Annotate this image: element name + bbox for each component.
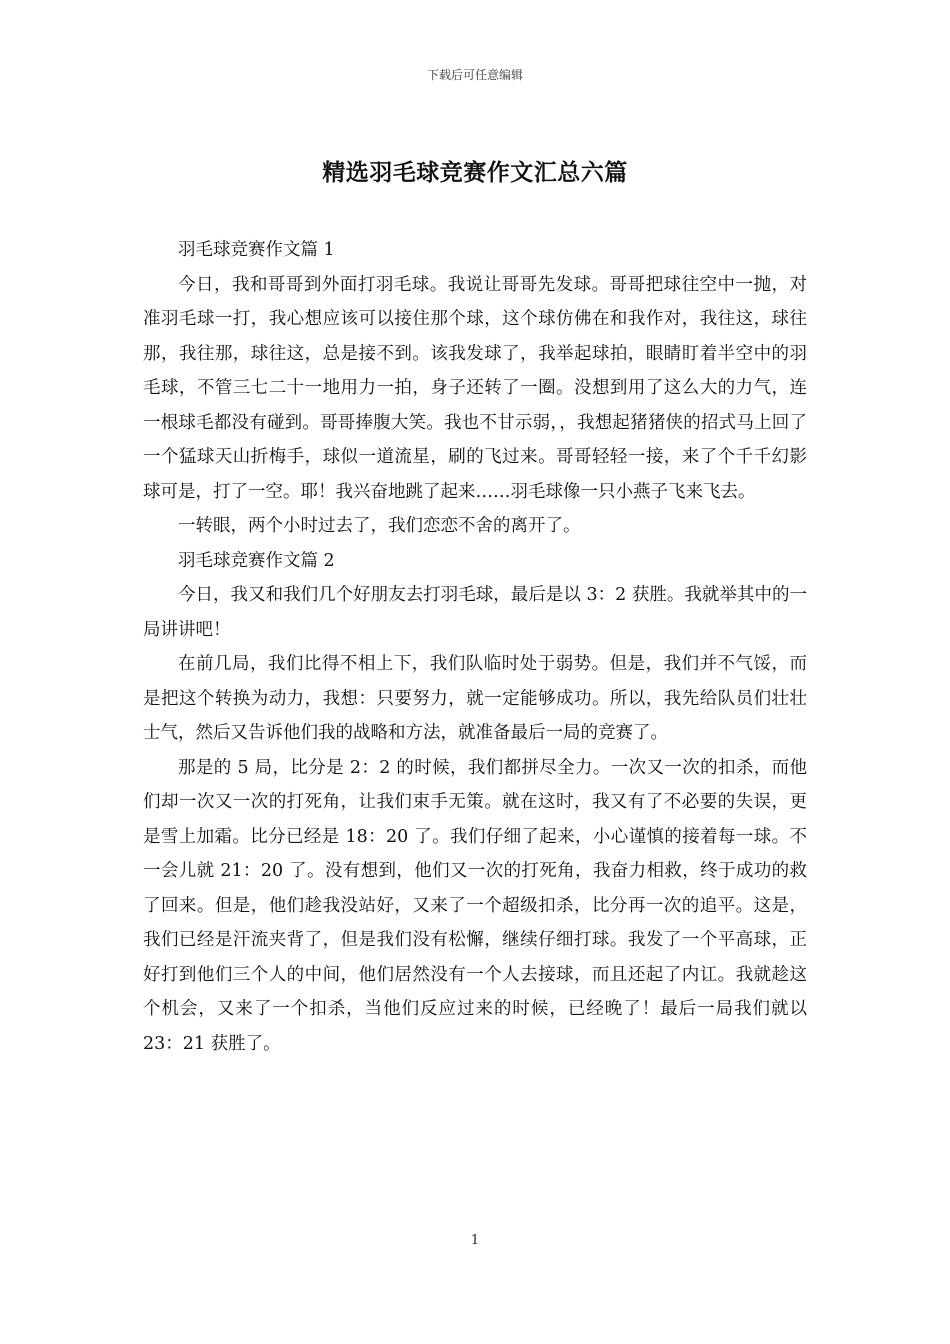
section-heading: 羽毛球竞赛作文篇 2 [178, 550, 335, 571]
paragraph: 今日，我和哥哥到外面打羽毛球。我说让哥哥先发球。哥哥把球往空中一抛，对准羽毛球一打，我心想应该可以接住那个球，这个球仿佛在和我作对，我往这，球往那，我往那，球往这，总是接不到。该我发球了，我举起球拍，眼睛盯着半空中的羽毛球，不管三七二十一地用力一拍，身子还转了一圈。没想到用了这么大的力气，连一根球毛都没有碰到。哥哥捧腹大笑。我也不甘示弱，，我想起猪猪侠的招式马上回了一个猛球天山折梅手，球似一道流星，刷的飞过来。哥哥轻轻一接，来了个千千幻影球可是，打了一空。耶！我兴奋地跳了起来……羽毛球像一只小燕子飞来飞去。 [143, 274, 807, 502]
section-heading: 羽毛球竞赛作文篇 1 [178, 240, 335, 260]
document-title: 精选羽毛球竞赛作文汇总六篇 [322, 159, 628, 186]
paragraph: 在前几局，我们比得不相上下，我们队临时处于弱势。但是，我们并不气馁，而是把这个转换为动力，我想：只要努力，就一定能够成功。所以，我先给队员们壮壮士气，然后又告诉他们我的战略和方法，就准备最后一局的竞赛了。 [143, 654, 807, 743]
paragraph: 一转眼，两个小时过去了，我们恋恋不舍的离开了。 [178, 516, 581, 536]
page-number: 1 [470, 1233, 480, 1248]
paragraph: 今日，我又和我们几个好朋友去打羽毛球，最后是以 3：2 获胜。我就举其中的一局讲讲吧！ [143, 585, 807, 640]
paragraph: 那是的 5 局，比分是 2：2 的时候，我们都拼尽全力。一次又一次的扣杀，而他们却一次又一次的打死角，让我们束手无策。就在这时，我又有了不必要的失误，更是雪上加霜。比分已经是 18：20 了。我们仔细了起来，小心谨慎的接着每一球。不一会儿就 21：20 了。没有想到，他们又一次的打死角，我奋力相救，终于成功的救了回来。但是，他们趁我没站好，又来了一个超级扣杀，比分再一次的追平。这是，我们已经是汗流夹背了，但是我们没有松懈，继续仔细打球。我发了一个平高球，正好打到他们三个人的中间，他们居然没有一个人去接球，而且还起了内讧。我就趁这个机会，又来了一个扣杀，当他们反应过来的时候，已经晚了！最后一局我们就以 23：21 获胜了。 [143, 757, 807, 1054]
document-body [143, 233, 807, 1061]
page-header-note: 下载后可任意编辑 [426, 68, 523, 82]
